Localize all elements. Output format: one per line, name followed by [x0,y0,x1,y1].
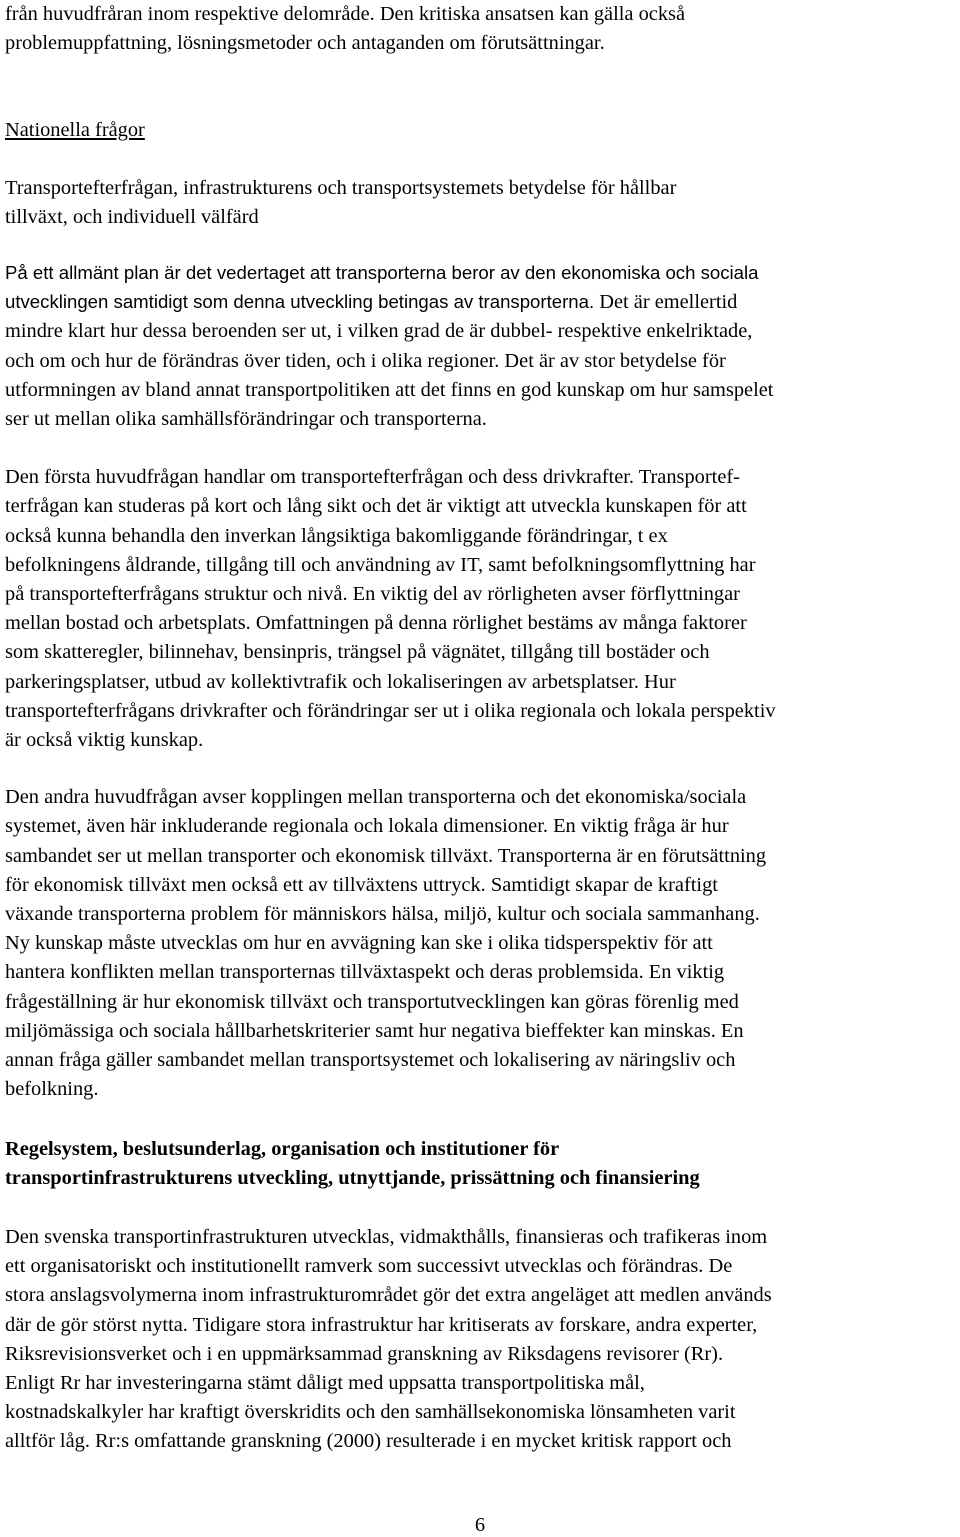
text-segment: Det är av stor betydelse för [499,349,726,372]
text-line: ett organisatoriskt och institutionellt ramverk som successivt utvecklas och förändras. De [5,1255,733,1278]
text-line: växande transporterna problem för människors hälsa, miljö, kultur och sociala sammanhang. [5,903,760,926]
text-line: befolkningens åldrande, tillgång till och användning av IT, samt befolkningsomflyttning har [5,553,756,576]
text-line: sambandet ser ut mellan transporter och ekonomisk tillväxt. Transporterna är en förutsättning [5,844,767,867]
text-line: terfrågan kan studeras på kort och lång sikt och det är viktigt att utveckla kunskapen för att [5,495,747,518]
text-line: problemuppfattning, lösningsmetoder och antaganden om förutsättningar. [5,32,605,55]
text-line: mindre klart hur dessa beroenden ser ut, i vilken grad de är dubbel- respektive enkelriktade, [5,320,753,343]
text-line: Riksrevisionsverket och i en uppmärksammad granskning av Riksdagens revisorer (Rr). [5,1342,724,1365]
text-line: systemet, även här inkluderande regionala och lokala dimensioner. En viktig fråga är hur [5,815,729,838]
text-line: parkeringsplatser, utbud av kollektivtrafik och lokaliseringen av arbetsplatser. Hur [5,670,676,693]
text-line: ser ut mellan olika samhällsförändringar och transporterna. [5,408,487,431]
paragraph-3 [5,783,950,1104]
text-line [5,347,950,376]
text-line [5,287,950,317]
text-line: annan fråga gäller sambandet mellan transportsystemet och lokalisering av näringsliv och [5,1049,736,1072]
text-line: för ekonomisk tillväxt men också ett av tillväxtens uttryck. Samtidigt skapar de kraftigt [5,873,718,896]
text-line: på transportefterfrågans struktur och nivå. En viktig del av rörligheten avser förflyttningar [5,583,740,606]
text-line: stora anslagsvolymerna inom infrastrukturområdet gör det extra angeläget att medlen används [5,1284,772,1307]
intro-paragraph [5,0,950,58]
text-segment: Det är emellertid [594,291,738,314]
text-line: Ny kunskap måste utvecklas om hur en avvägning kan ske i olika tidsperspektiv för att [5,932,713,955]
text-segment: utvecklingen samtidigt som denna utveckling betingas av transporterna. [5,291,595,313]
text-line: transportefterfrågans drivkrafter och förändringar ser ut i olika regionala och lokala perspektiv [5,699,776,722]
text-line: Regelsystem, beslutsunderlag, organisation och institutioner för [5,1137,560,1160]
text-line: alltför låg. Rr:s omfattande granskning (2000) resulterade i en mycket kritisk rapport och [5,1430,732,1453]
text-line: Den första huvudfrågan handlar om transportefterfrågan och dess drivkrafter. Transportef- [5,466,740,489]
text-line: mellan bostad och arbetsplats. Omfattningen på denna rörlighet bestäms av många faktorer [5,612,747,635]
text-line: Transportefterfrågan, infrastrukturens och transportsystemets betydelse för hållbar [5,176,677,199]
text-line: är också viktig kunskap. [5,729,204,752]
paragraph-1 [5,258,950,434]
text-line: miljömässiga och sociala hållbarhetskriterier samt hur negativa bieffekter kan minskas. En [5,1019,744,1042]
section-heading-regelsystem [5,1135,950,1193]
text-line: också kunna behandla den inverkan långsiktiga bakomliggande förändringar, t ex [5,524,668,547]
paragraph-4 [5,1223,950,1457]
text-line: från huvudfråran inom respektive delområde. Den kritiska ansatsen kan gälla också [5,3,686,25]
text-line: Enligt Rr har investeringarna stämt dåligt med uppsatta transportpolitiska mål, [5,1371,645,1394]
section-subheading [5,174,950,232]
text-line: kostnadskalkyler har kraftigt överskridits och den samhällsekonomiska lönsamheten varit [5,1401,736,1424]
text-line: frågeställning är hur ekonomisk tillväxt och transportutvecklingen kan göras förenlig med [5,990,739,1013]
text-line: transportinfrastrukturens utveckling, utnyttjande, prissättning och finansiering [5,1166,700,1189]
page-number: 6 [474,1514,486,1536]
text-line: Den andra huvudfrågan avser kopplingen mellan transporterna och det ekonomiska/sociala [5,786,747,809]
document-page [5,0,950,1457]
text-line: Den svenska transportinfrastrukturen utvecklas, vidmakthålls, finansieras och trafikeras inom [5,1225,768,1248]
text-line: utformningen av bland annat transportpolitiken att det finns en god kunskap om hur samspelet [5,378,774,401]
text-line: På ett allmänt plan är det vedertaget att transporterna beror av den ekonomiska och sociala [5,262,759,284]
text-line: som skatteregler, bilinnehav, bensinpris, trängsel på vägnätet, tillgång till bostäder och [5,641,710,664]
text-segment: och om och hur de förändras över tiden, och i olika regioner. [5,349,500,372]
text-line: där de gör störst nytta. Tidigare stora infrastruktur har kritiserats av forskare, andra experter, [5,1313,758,1336]
text-line: befolkning. [5,1078,99,1101]
paragraph-2 [5,463,950,755]
text-line: hantera konflikten mellan transporternas tillväxtaspekt och deras problemsida. En viktig [5,961,725,984]
section-heading-nationella: Nationella frågor [5,119,145,142]
text-line: tillväxt, och individuell välfärd [5,205,259,228]
